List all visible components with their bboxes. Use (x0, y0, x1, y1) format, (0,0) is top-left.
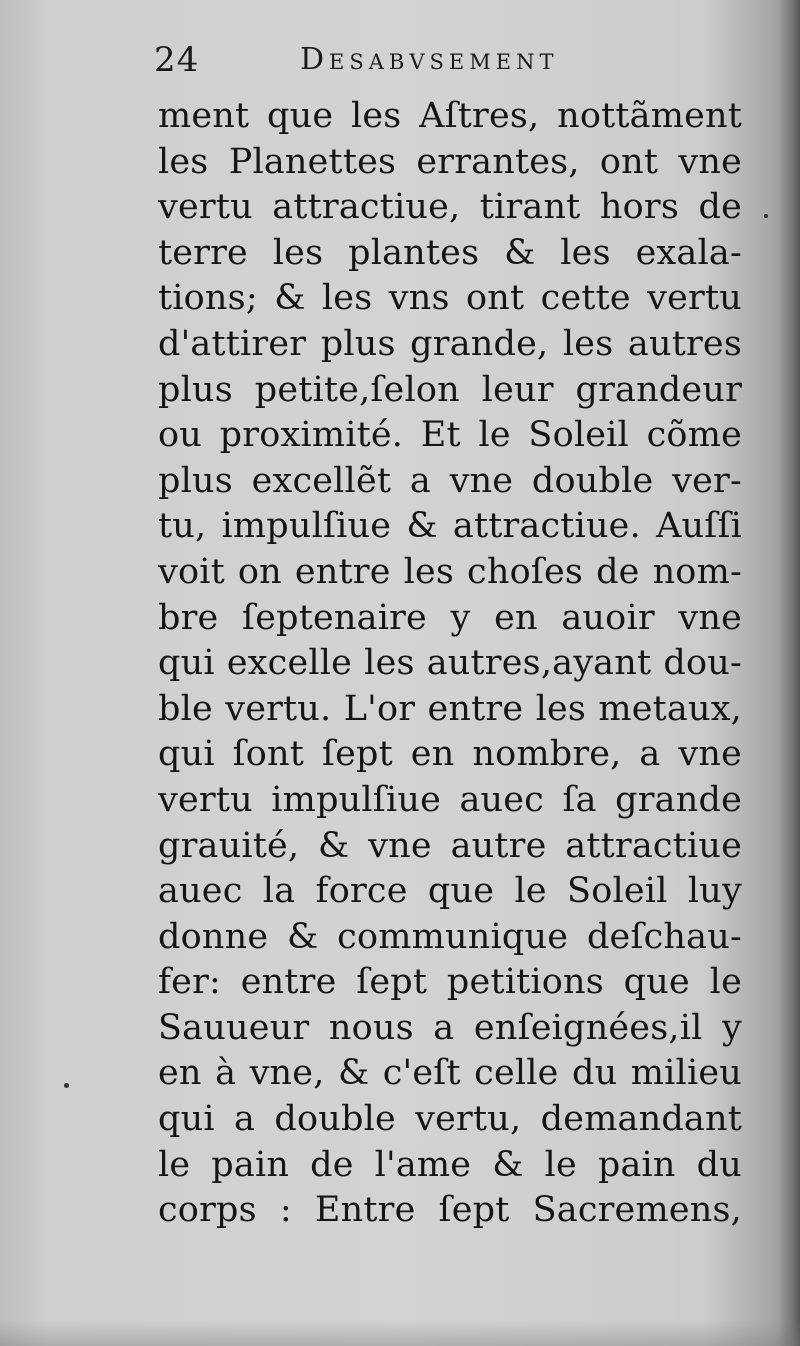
text-line: qui excelle les autres,ayant dou- (158, 643, 742, 684)
text-line: le pain de l'ame & le pain du (158, 1144, 742, 1185)
text-line: bre ſeptenaire y en auoir vne (158, 597, 742, 638)
text-line: fer: entre ſept petitions que le (158, 962, 742, 1003)
text-line: donne & communique deſchau- (158, 916, 742, 957)
text-line: ble vertu. L'or entre les metaux, (158, 688, 742, 729)
text-line: grauité, & vne autre attractiue (158, 825, 742, 866)
text-line: vertu impulſiue auec ſa grande (158, 779, 742, 820)
ink-speck (64, 1083, 69, 1088)
body-text (158, 94, 742, 1234)
text-line: tions; & les vns ont cette vertu (158, 278, 742, 319)
text-line: tu, impulſiue & attractiue. Auſſi (158, 506, 742, 547)
text-line: auec la force que le Soleil luy (158, 871, 742, 912)
text-line: Sauueur nous a enſeignées,il y (158, 1007, 742, 1048)
text-line: en à vne, & c'eſt celle du milieu (158, 1053, 742, 1094)
text-line: les Planettes errantes, ont vne (158, 141, 742, 182)
text-line: d'attirer plus grande, les autres (158, 323, 742, 364)
text-line: qui ſont ſept en nombre, a vne (158, 734, 742, 775)
text-line: qui a double vertu, demandant (158, 1099, 742, 1140)
page-bottom-shadow (0, 1320, 800, 1346)
text-line: plus excellẽt a vne double ver- (158, 460, 742, 501)
text-line: ou proximité. Et le Soleil cõme (158, 415, 742, 456)
text-line: terre les plantes & les exala- (158, 232, 742, 273)
text-line: ment que les Aſtres, nottãment (158, 96, 742, 136)
ink-speck (764, 214, 768, 218)
text-line: voit on entre les choſes de nom- (158, 551, 742, 592)
page-edge-shadow (778, 0, 800, 1346)
page-number: 24 (154, 40, 200, 80)
page-header (150, 40, 750, 92)
text-line: vertu attractiue, tirant hors de (158, 187, 742, 228)
running-head: Desabvsement (300, 42, 559, 77)
text-line: plus petite,ſelon leur grandeur (158, 369, 742, 410)
text-line: corps : Entre ſept Sacremens, (158, 1190, 742, 1231)
